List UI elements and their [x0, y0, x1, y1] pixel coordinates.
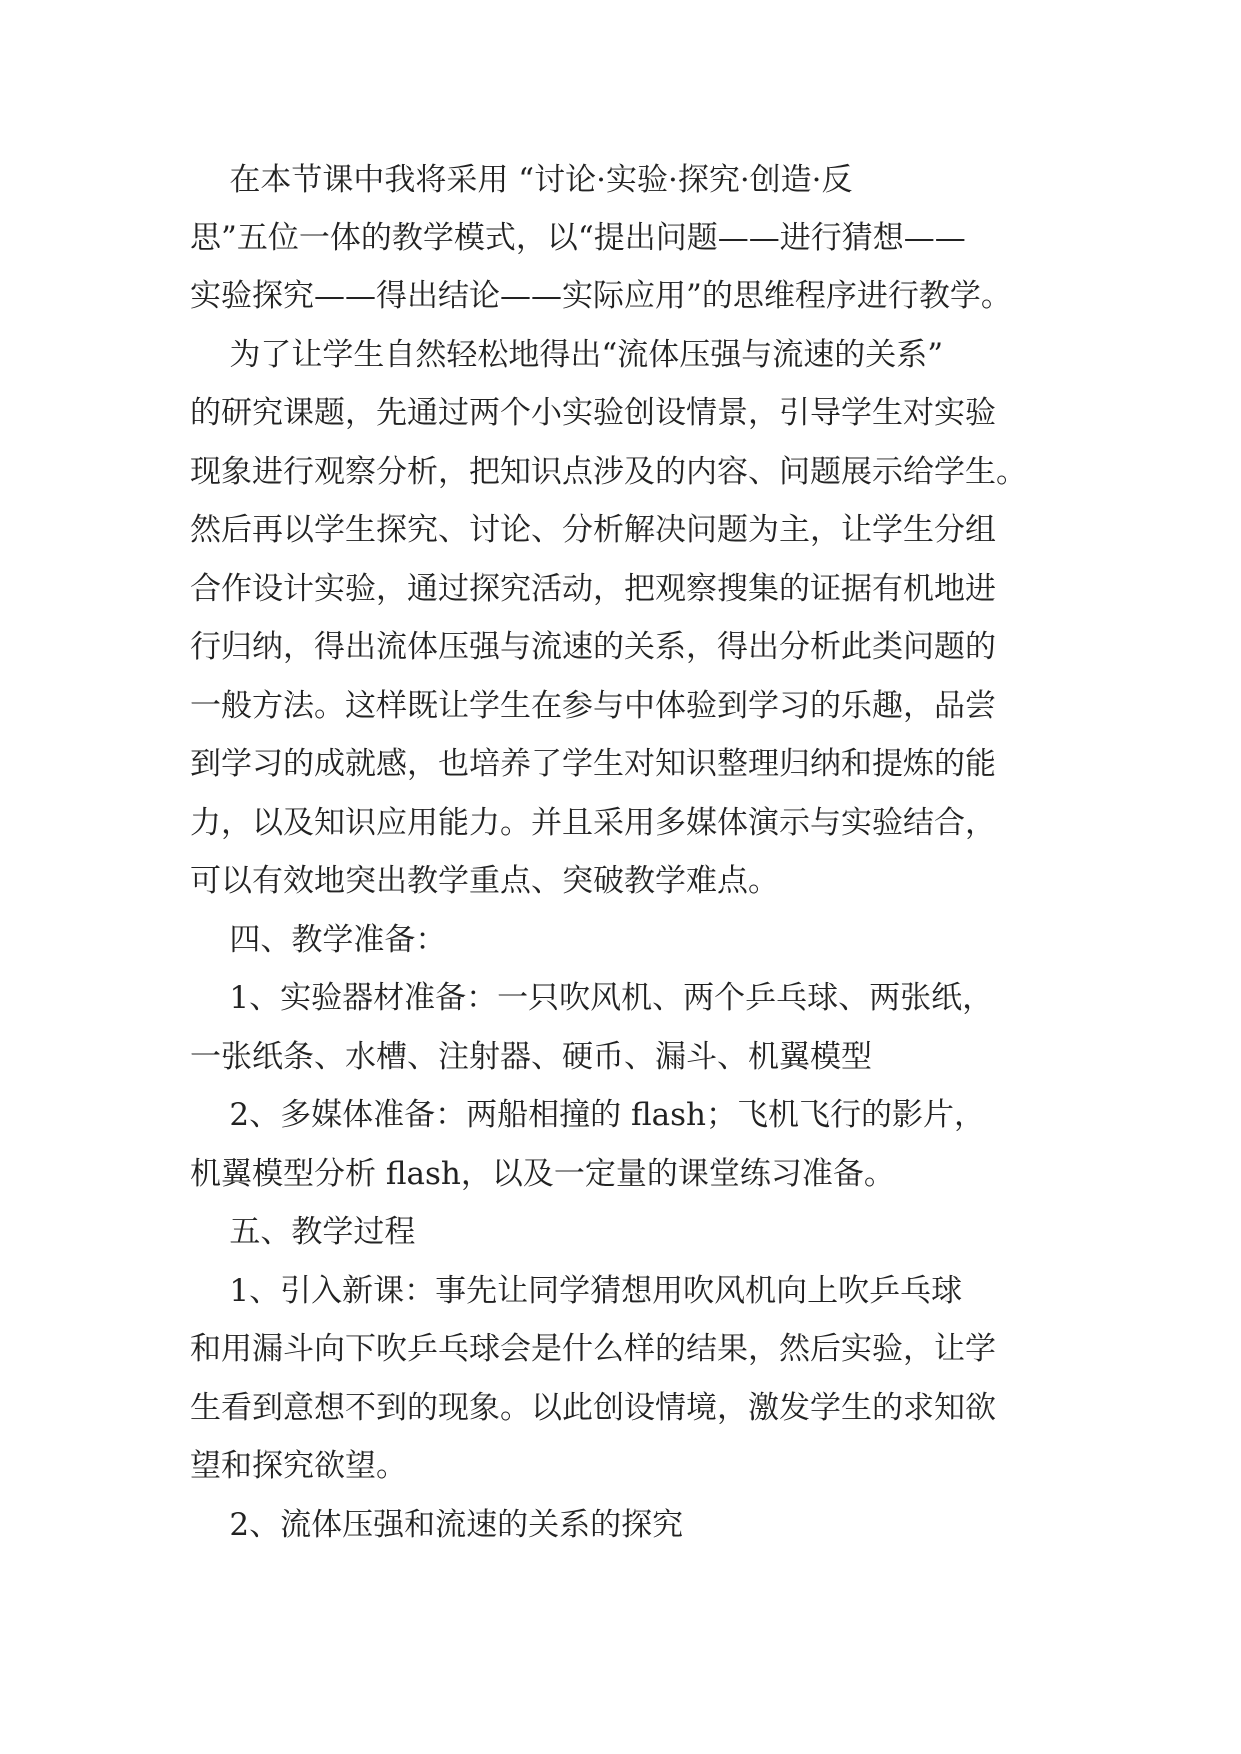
section-heading: 四、教学准备：: [190, 922, 447, 958]
text-line: 行归纳，得出流体压强与流速的关系，得出分析此类问题的: [190, 629, 996, 665]
text-line: 机翼模型分析 flash，以及一定量的课堂练习准备。: [190, 1156, 895, 1192]
text-line: 为了让学生自然轻松地得出“流体压强与流速的关系”: [190, 337, 944, 373]
text-line: 到学习的成就感，也培养了学生对知识整理归纳和提炼的能: [190, 746, 996, 782]
text-line: 现象进行观察分析，把知识点涉及的内容、问题展示给学生。: [190, 454, 1027, 490]
text-line: 望和探究欲望。: [190, 1448, 407, 1484]
text-line: 思”五位一体的教学模式，以“提出问题——进行猜想——: [190, 220, 966, 256]
text-line: 可以有效地突出教学重点、突破教学难点。: [190, 863, 779, 899]
section-heading: 五、教学过程: [190, 1214, 416, 1250]
text-line: 合作设计实验，通过探究活动，把观察搜集的证据有机地进: [190, 571, 996, 607]
text-line: 力，以及知识应用能力。并且采用多媒体演示与实验结合，: [190, 805, 996, 841]
text-line: 的研究课题，先通过两个小实验创设情景，引导学生对实验: [190, 395, 996, 431]
text-line: 2、多媒体准备：两船相撞的 flash；飞机飞行的影片，: [190, 1097, 986, 1133]
text-line: 和用漏斗向下吹乒乓球会是什么样的结果，然后实验，让学: [190, 1331, 996, 1367]
text-line: 在本节课中我将采用 “讨论·实验·探究·创造·反: [190, 162, 853, 198]
text-line: 生看到意想不到的现象。以此创设情境，激发学生的求知欲: [190, 1390, 996, 1426]
text-line: 2、流体压强和流速的关系的探究: [190, 1507, 684, 1543]
text-line: 一般方法。这样既让学生在参与中体验到学习的乐趣，品尝: [190, 688, 996, 724]
text-line: 1、引入新课：事先让同学猜想用吹风机向上吹乒乓球: [190, 1273, 963, 1309]
text-line: 一张纸条、水槽、注射器、硬币、漏斗、机翼模型: [190, 1039, 872, 1075]
text-line: 实验探究——得出结论——实际应用”的思维程序进行教学。: [190, 278, 1012, 314]
text-line: 1、实验器材准备：一只吹风机、两个乒乓球、两张纸，: [190, 980, 994, 1016]
text-line: 然后再以学生探究、讨论、分析解决问题为主，让学生分组: [190, 512, 996, 548]
